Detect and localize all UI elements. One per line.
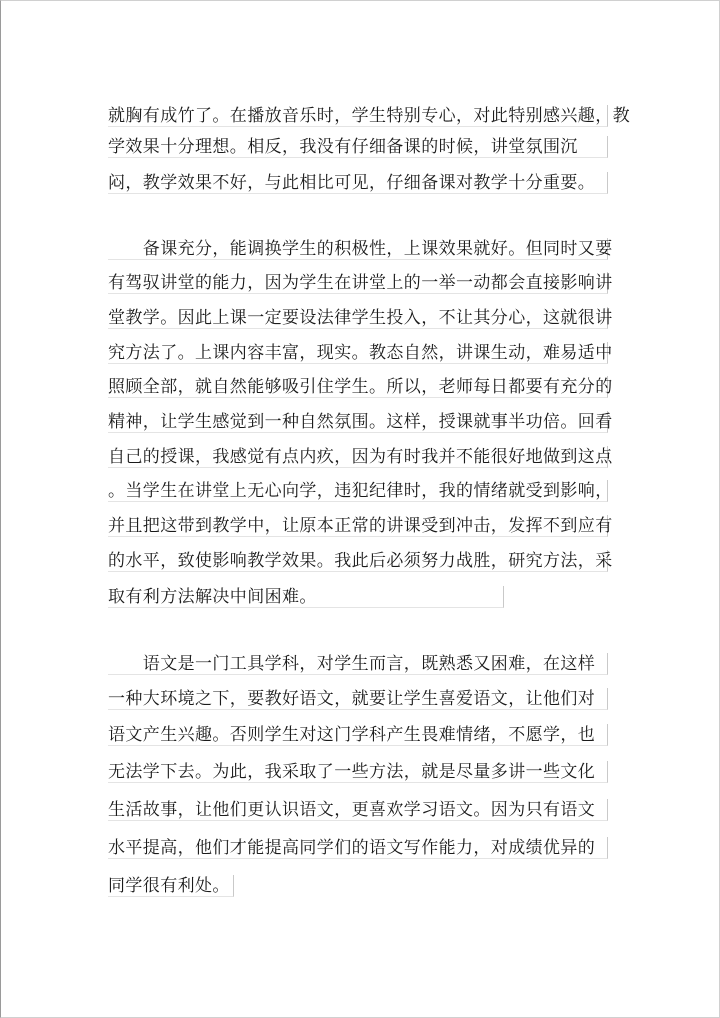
text-line: 堂教学。因此上课一定要设法律学生投入，不让其分心，这就很讲 — [108, 308, 613, 328]
text-line: 的水平，致使影响教学效果。我此后必须努力战胜，研究方法，采 — [108, 551, 613, 571]
text-line: 。当学生在讲堂上无心向学，违犯纪律时，我的情绪就受到影响， — [108, 481, 613, 501]
text-line: 照顾全部，就自然能够吸引住学生。所以，老师每日都要有充分的 — [108, 377, 613, 397]
text-line: 语文是一门工具学科，对学生而言，既熟悉又困难，在这样 — [108, 654, 596, 674]
text-line: 一种大环境之下，要教好语文，就要让学生喜爱语文，让他们对 — [108, 689, 596, 709]
text-line: 自己的授课，我感觉有点内疚，因为有时我并不能很好地做到这点 — [108, 447, 613, 467]
text-line: 生活故事，让他们更认识语文，更喜欢学习语文。因为只有语文 — [108, 800, 596, 820]
text-line: 并且把这带到教学中，让原本正常的讲课受到冲击，发挥不到应有 — [108, 516, 613, 536]
text-line: 精神，让学生感觉到一种自然氛围。这样，授课就事半功倍。回看 — [108, 412, 613, 432]
text-line: 究方法了。上课内容丰富，现实。教态自然，讲课生动，难易适中 — [108, 343, 613, 363]
text-line: 闷，教学效果不好，与此相比可见，仔细备课对教学十分重要。 — [108, 173, 596, 193]
text-line: 水平提高，他们才能提高同学们的语文写作能力，对成绩优异的 — [108, 838, 596, 858]
text-line: 有驾驭讲堂的能力，因为学生在讲堂上的一举一动都会直接影响讲 — [108, 273, 613, 293]
text-line: 学效果十分理想。相反，我没有仔细备课的时候，讲堂氛围沉 — [108, 137, 578, 157]
text-line: 备课充分，能调换学生的积极性，上课效果就好。但同时又要 — [108, 239, 613, 259]
text-line: 无法学下去。为此，我采取了一些方法，就是尽量多讲一些文化 — [108, 762, 596, 782]
text-line: 同学很有利处。 — [108, 876, 230, 896]
text-line: 取有利方法解决中间困难。 — [108, 587, 317, 607]
text-line: 语文产生兴趣。否则学生对这门学科产生畏难情绪，不愿学，也 — [108, 725, 596, 745]
text-line: 就胸有成竹了。在播放音乐时，学生特别专心，对此特别感兴趣，教 — [108, 106, 630, 126]
